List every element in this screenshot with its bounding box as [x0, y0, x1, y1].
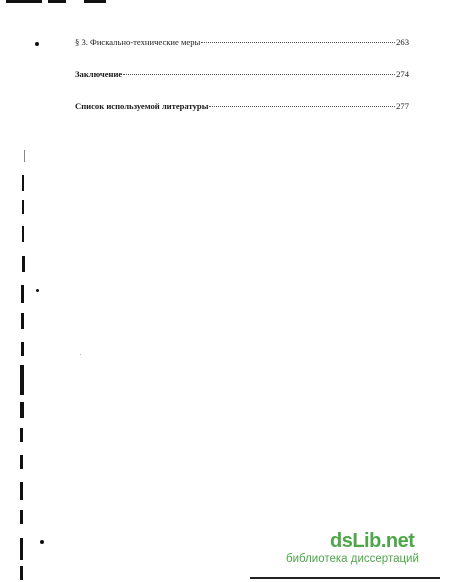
toc-leader-dots — [209, 98, 395, 107]
watermark — [276, 530, 436, 566]
scan-artifact — [20, 566, 23, 580]
watermark-tagline: библиотека диссертаций — [286, 553, 419, 565]
scan-artifact — [84, 0, 106, 3]
scan-artifact — [20, 428, 23, 442]
scan-artifact — [20, 455, 23, 469]
toc-entry-title: Заключение — [75, 69, 123, 79]
scan-speck — [35, 42, 39, 46]
scan-artifact — [22, 175, 24, 191]
scan-artifact — [20, 538, 23, 560]
scan-artifact — [20, 510, 23, 524]
toc-leader-dots — [123, 66, 395, 75]
scan-artifact — [48, 0, 66, 3]
scan-artifact — [24, 150, 25, 162]
scan-artifact — [22, 226, 24, 242]
toc-entry-page: 274 — [396, 69, 409, 79]
scan-speck — [80, 354, 81, 355]
scan-artifact — [20, 402, 24, 418]
scan-speck — [36, 289, 39, 292]
scan-artifact — [22, 200, 24, 214]
toc-entry-title: Список используемой литературы — [75, 101, 209, 111]
scan-artifact — [20, 365, 24, 395]
toc-entry — [75, 68, 409, 80]
toc-entry — [75, 36, 409, 48]
scan-artifact — [21, 342, 24, 356]
watermark-logo: dsLib.net — [330, 530, 415, 552]
toc-entry — [75, 100, 409, 112]
scan-artifact — [22, 256, 25, 272]
toc-leader-dots — [201, 34, 395, 43]
toc-entry-title: § 3. Фискально-технические меры — [75, 37, 201, 47]
scan-artifact — [6, 0, 42, 3]
scan-artifact — [250, 577, 440, 579]
scan-speck — [40, 540, 44, 544]
scan-artifact — [21, 285, 24, 303]
scan-artifact — [20, 482, 23, 500]
toc-entry-page: 263 — [396, 37, 409, 47]
toc-entry-page: 277 — [396, 101, 409, 111]
scan-artifact — [21, 313, 24, 329]
